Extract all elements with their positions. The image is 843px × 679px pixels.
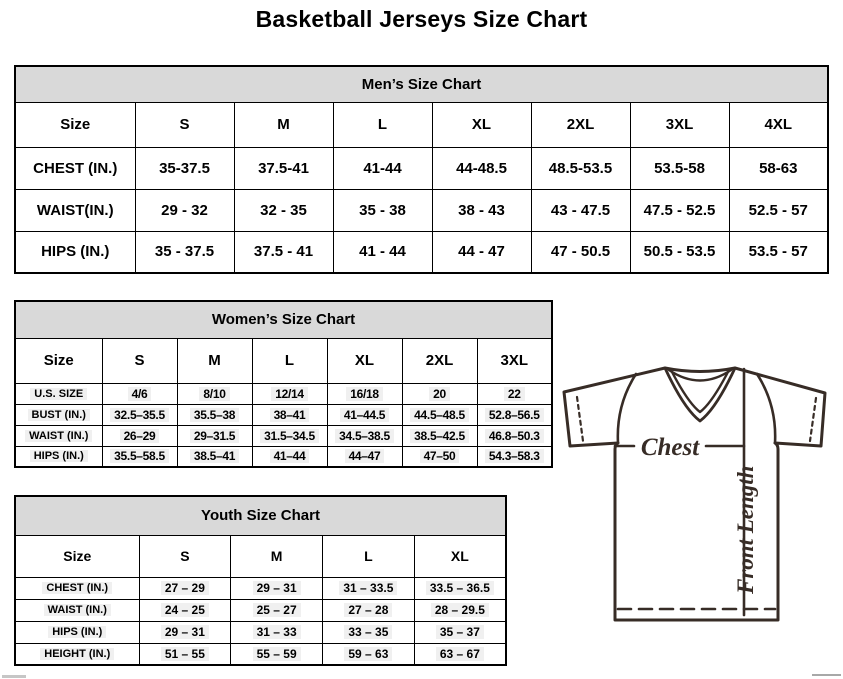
cell-text: 47–50 <box>420 449 460 463</box>
cell-text: 54.3–58.3 <box>485 449 544 463</box>
value-cell <box>231 643 323 665</box>
cell-text: 44–47 <box>345 449 385 463</box>
column-header-size: 3XL <box>630 102 729 147</box>
youth-size-table <box>14 495 507 666</box>
value-cell <box>729 231 828 273</box>
cell-text: 35 – 37 <box>436 625 484 639</box>
value-cell <box>231 599 323 621</box>
cell-text: 32.5–35.5 <box>110 408 169 422</box>
cell-text: 41–44.5 <box>340 408 389 422</box>
cell-text: 29 – 31 <box>253 581 301 595</box>
value-cell <box>177 446 252 467</box>
value-cell <box>252 383 327 404</box>
cell-text: 8/10 <box>199 387 229 401</box>
column-header-size: M <box>231 535 323 577</box>
column-header-size: L <box>252 338 327 383</box>
value-cell <box>402 425 477 446</box>
column-header-size: S <box>102 338 177 383</box>
scrollbar-remnant-left <box>2 675 26 678</box>
value-cell <box>327 446 402 467</box>
cell-text: 29 – 31 <box>161 625 209 639</box>
cell-text: 53.5 - 57 <box>748 243 808 261</box>
cell-text: 41-44 <box>363 159 402 177</box>
row-label <box>15 599 139 621</box>
cell-text: 46.8–50.3 <box>485 429 544 443</box>
row-label <box>15 404 102 425</box>
cell-text: 41 - 44 <box>359 243 406 261</box>
value-cell <box>477 446 552 467</box>
column-header-size: L <box>323 535 415 577</box>
value-cell <box>102 446 177 467</box>
cell-text: 58-63 <box>759 159 798 177</box>
cell-text: HEIGHT (IN.) <box>40 648 114 660</box>
cell-text: 47 - 50.5 <box>550 243 611 261</box>
column-header-size: M <box>234 102 333 147</box>
cell-text: 38 - 43 <box>458 201 505 219</box>
cell-text: 31.5–34.5 <box>260 429 319 443</box>
cell-text: 51 – 55 <box>161 647 209 661</box>
value-cell <box>102 383 177 404</box>
cell-text: 44.5–48.5 <box>410 408 469 422</box>
cell-text: 25 – 27 <box>253 603 301 617</box>
row-label <box>15 425 102 446</box>
value-cell <box>531 231 630 273</box>
cell-text: 12/14 <box>271 387 308 401</box>
value-cell <box>177 425 252 446</box>
cell-text: 55 – 59 <box>253 647 301 661</box>
cell-text: 27 – 29 <box>161 581 209 595</box>
value-cell <box>252 404 327 425</box>
column-header-size: L <box>333 102 432 147</box>
value-cell <box>477 404 552 425</box>
row-label <box>15 147 135 189</box>
cell-text: 22 <box>504 387 525 401</box>
cell-text: 37.5-41 <box>258 159 309 177</box>
column-header-size: 3XL <box>477 338 552 383</box>
cell-text: 44 - 47 <box>458 243 505 261</box>
cell-text: 63 – 67 <box>436 647 484 661</box>
value-cell <box>630 147 729 189</box>
row-label <box>15 383 102 404</box>
cell-text: 29–31.5 <box>190 429 239 443</box>
cell-text: 52.5 - 57 <box>748 201 808 219</box>
column-header-size: S <box>139 535 231 577</box>
value-cell <box>323 577 415 599</box>
value-cell <box>402 404 477 425</box>
value-cell <box>102 404 177 425</box>
value-cell <box>102 425 177 446</box>
cell-text: 35 - 38 <box>359 201 406 219</box>
cell-text: 31 – 33 <box>253 625 301 639</box>
value-cell <box>327 383 402 404</box>
row-label <box>15 189 135 231</box>
value-cell <box>630 189 729 231</box>
cell-text: 31 – 33.5 <box>339 581 397 595</box>
value-cell <box>177 383 252 404</box>
column-header-size: S <box>135 102 234 147</box>
value-cell <box>531 147 630 189</box>
value-cell <box>135 189 234 231</box>
value-cell <box>402 383 477 404</box>
value-cell <box>139 577 231 599</box>
cell-text: 20 <box>429 387 450 401</box>
cell-text: CHEST (IN.) <box>42 582 112 594</box>
cell-text: 28 – 29.5 <box>431 603 489 617</box>
cell-text: WAIST(IN.) <box>36 201 114 219</box>
scrollbar-remnant-right <box>812 674 841 676</box>
cell-text: 27 – 28 <box>344 603 392 617</box>
value-cell <box>139 621 231 643</box>
value-cell <box>234 189 333 231</box>
row-label <box>15 643 139 665</box>
value-cell <box>323 621 415 643</box>
cell-text: 47.5 - 52.5 <box>643 201 716 219</box>
value-cell <box>432 147 531 189</box>
cell-text: 52.8–56.5 <box>485 408 544 422</box>
value-cell <box>234 231 333 273</box>
men-table-title: Men’s Size Chart <box>15 66 828 102</box>
cell-text: 48.5-53.5 <box>548 159 613 177</box>
column-header-label: Size <box>15 535 139 577</box>
cell-text: WAIST (IN.) <box>25 430 92 442</box>
value-cell <box>323 599 415 621</box>
cell-text: 59 – 63 <box>344 647 392 661</box>
value-cell <box>139 643 231 665</box>
cell-text: 34.5–38.5 <box>335 429 394 443</box>
cell-text: 29 - 32 <box>161 201 208 219</box>
value-cell <box>327 404 402 425</box>
cell-text: 16/18 <box>346 387 383 401</box>
value-cell <box>252 425 327 446</box>
value-cell <box>135 147 234 189</box>
column-header-size: XL <box>414 535 506 577</box>
row-label <box>15 231 135 273</box>
women-table-title: Women’s Size Chart <box>15 301 552 338</box>
value-cell <box>729 189 828 231</box>
cell-text: BUST (IN.) <box>28 409 90 421</box>
cell-text: HIPS (IN.) <box>41 243 110 261</box>
row-label <box>15 577 139 599</box>
column-header-size: M <box>177 338 252 383</box>
cell-text: 44-48.5 <box>456 159 507 177</box>
column-header-size: XL <box>327 338 402 383</box>
womens-size-table <box>14 300 553 468</box>
column-header-label: Size <box>15 102 135 147</box>
cell-text: HIPS (IN.) <box>48 626 106 638</box>
page-title: Basketball Jerseys Size Chart <box>255 6 588 32</box>
cell-text: U.S. SIZE <box>30 388 87 400</box>
cell-text: 35.5–38 <box>190 408 239 422</box>
cell-text: 43 - 47.5 <box>550 201 611 219</box>
column-header-size: XL <box>432 102 531 147</box>
cell-text: 4/6 <box>128 387 152 401</box>
youth-table-title: Youth Size Chart <box>15 496 506 535</box>
cell-text: 35-37.5 <box>159 159 210 177</box>
value-cell <box>477 425 552 446</box>
cell-text: 35.5–58.5 <box>110 449 169 463</box>
cell-text: 38.5–42.5 <box>410 429 469 443</box>
value-cell <box>323 643 415 665</box>
value-cell <box>531 189 630 231</box>
value-cell <box>729 147 828 189</box>
cell-text: 33.5 – 36.5 <box>426 581 494 595</box>
column-header-label: Size <box>15 338 102 383</box>
value-cell <box>333 231 432 273</box>
cell-text: 38.5–41 <box>190 449 239 463</box>
value-cell <box>630 231 729 273</box>
cell-text: 53.5-58 <box>654 159 705 177</box>
value-cell <box>234 147 333 189</box>
column-header-size: 2XL <box>531 102 630 147</box>
cell-text: 50.5 - 53.5 <box>643 243 716 261</box>
cell-text: 32 - 35 <box>260 201 307 219</box>
cell-text: 35 - 37.5 <box>154 243 215 261</box>
cell-text: 41–44 <box>270 449 310 463</box>
cell-text: HIPS (IN.) <box>30 450 88 462</box>
row-label <box>15 446 102 467</box>
value-cell <box>252 446 327 467</box>
value-cell <box>135 231 234 273</box>
value-cell <box>333 189 432 231</box>
cell-text: 33 – 35 <box>344 625 392 639</box>
value-cell <box>414 577 506 599</box>
column-header-size: 4XL <box>729 102 828 147</box>
cell-text: WAIST (IN.) <box>44 604 111 616</box>
value-cell <box>432 231 531 273</box>
cell-text: 24 – 25 <box>161 603 209 617</box>
value-cell <box>231 621 323 643</box>
front-length-label: Front Length <box>733 465 758 594</box>
value-cell <box>432 189 531 231</box>
value-cell <box>333 147 432 189</box>
value-cell <box>177 404 252 425</box>
value-cell <box>477 383 552 404</box>
value-cell <box>414 643 506 665</box>
row-label <box>15 621 139 643</box>
mens-size-table <box>14 65 829 274</box>
value-cell <box>327 425 402 446</box>
value-cell <box>139 599 231 621</box>
cell-text: 26–29 <box>120 429 160 443</box>
value-cell <box>414 621 506 643</box>
chest-label: Chest <box>640 434 700 461</box>
cell-text: 38–41 <box>270 408 310 422</box>
cell-text: CHEST (IN.) <box>33 159 118 177</box>
value-cell <box>414 599 506 621</box>
value-cell <box>402 446 477 467</box>
jersey-outline-drawing <box>557 357 842 642</box>
jersey-measurement-diagram <box>557 357 842 642</box>
cell-text: 37.5 - 41 <box>253 243 314 261</box>
value-cell <box>231 577 323 599</box>
column-header-size: 2XL <box>402 338 477 383</box>
